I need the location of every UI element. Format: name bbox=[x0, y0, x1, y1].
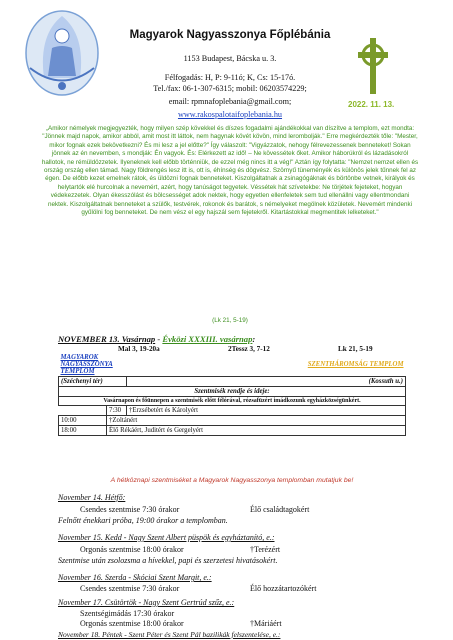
place-left: (Széchenyi tér) bbox=[59, 377, 127, 387]
bulletin-date: 2022. 11. 13. bbox=[348, 100, 395, 109]
parish-address: 1153 Budapest, Bácska u. 3. bbox=[183, 54, 277, 63]
rosary-note: Vasárnapon és főünnepen a szentmisék előtt félórával, rózsafüzért imádkozunk egyházközségünkért. bbox=[59, 397, 406, 406]
gospel-quote: „Amikor némelyek megjegyezték, hogy milyen szép kövekkel és díszes fogadalmi ajándékokkal van díszítve a templom, ezt mondta: "Jönnek majd napok, amikor abból, amit most itt láttok, nem hagynak kövét kövön, mind lerombolják." Erre megkérdezték tőle: "Mester, mikor fognak ezek bekövetkezni? És mi lesz a jel előtte?" Így válaszolt: "Vigyázzatok, nehogy félrevezessenek benneteket! Sokan jönnek az én nevemben, s mondják: Én vagyok. És: Elérkezett az idő! – Ne kövessétek őket. Amikor háborúkról és lázadásokról hallotok, ne rémüldözzetek. Ilyeneknek kell előbb történniük, de ezzel még nincs itt a vég!" Aztán így folytatta: "Nemzet nemzet ellen és ország ország ellen támad. Nagy földrengés lesz itt is, ott is, éhínség és dögvész. Szörnyű tüneményék és különös jelek tűnnek fel az égen. De előbb kezet emelnek rátok, és üldözni fognak benneteket. Kiszolgáltatnak a zsinagógáknak és börtönbe vetnek, királyok és helytartók elé hurcolnak a nevemért, azért, hogy tanúságot tegyetek. Véssétek hát szívetekbe: Ne törjétek fejeteket, hogyan védekezzetek. Olyan ékesszólást és bölcsességet adok nektek, hogy egyetlen ellenfeletek sem tud ellenállni vagy ellentmondani nektek. Kiszolgáltatnak benneteket a szülők, testvérek, rokonok és barátok, s némelyeket megölnek közületek. Nevemért mindenki gyűlölni fog benneteket. De nem vész el egy hajszál sem fejetekről. Kitartástokkal megmentitek lelketeket." bbox=[41, 125, 419, 217]
sunday-colon: : bbox=[252, 334, 256, 344]
mass-schedule-table bbox=[58, 353, 406, 436]
phone-numbers: Tel./fax: 06-1-307-6315; mobil: 06203574229; bbox=[153, 84, 307, 93]
email-address: email: rpmnafoplebania@gmail.com; bbox=[168, 97, 292, 106]
mass-intention: Élő Rékáért, Juditért és Gergelyért bbox=[107, 426, 406, 436]
sunday-heading bbox=[58, 334, 255, 344]
day-note: Felnőtt énekkari próba, 19:00 órakor a templomban. bbox=[58, 516, 228, 525]
table-row bbox=[59, 426, 406, 436]
table-row bbox=[59, 406, 406, 416]
parish-title: Magyarok Nagyasszonya Főplébánia bbox=[129, 29, 331, 41]
mass-intention: †Erzsébetért és Károlyért bbox=[127, 406, 406, 416]
sunday-feast: Évközi XXXIII. vasárnap bbox=[162, 334, 253, 344]
mass-time: 10:00 bbox=[59, 416, 107, 426]
reading-2: 2Tessz 3, 7-12 bbox=[228, 345, 270, 353]
virgin-mary-logo-icon bbox=[22, 8, 102, 98]
office-hours: Félfogadás: H, P: 9-11ó; K, Cs: 15-17ó. bbox=[164, 73, 296, 82]
day-title: November 17. Csütörtök - Nagy Szent Gertrúd szűz, e.: bbox=[58, 598, 235, 607]
celtic-cross-icon bbox=[355, 36, 391, 96]
church-left: MAGYAROK NAGYASSZONYA TEMPLOM bbox=[60, 354, 113, 375]
mass-time: 18:00 bbox=[59, 426, 107, 436]
sunday-date: NOVEMBER 13. Vasárnap bbox=[58, 334, 156, 344]
weekday-mass-note: A hétköznapi szentmiséket a Magyarok Nagyasszonya templomban mutatjuk be! bbox=[110, 477, 354, 484]
reading-1: Mal 3, 19-20a bbox=[118, 345, 160, 353]
gospel-reference: (Lk 21, 5-19) bbox=[212, 317, 248, 324]
day-title: November 18. Péntek - Szent Péter és Szent Pál bazilikák felszentelése, e.: bbox=[58, 630, 281, 639]
day-title: November 14. Hétfő: bbox=[58, 493, 126, 502]
church-right: SZENTHÁROMSÁG TEMPLOM bbox=[307, 361, 404, 368]
schedule-heading: Szentmisék rendje és ideje: bbox=[59, 387, 406, 397]
sunday-separator: - bbox=[155, 334, 163, 344]
day-title: November 16. Szerda - Skóciai Szent Margit, e.: bbox=[58, 573, 212, 582]
day-title: November 15. Kedd - Nagy Szent Albert püspök és egyháztanító, e.: bbox=[58, 533, 275, 542]
mass-intention: †Zoltánért bbox=[107, 416, 406, 426]
reading-3: Lk 21, 5-19 bbox=[338, 345, 373, 353]
place-right: (Kossuth u.) bbox=[127, 377, 406, 387]
website-link[interactable]: www.rakospalotaifoplebania.hu bbox=[177, 110, 283, 119]
table-row bbox=[59, 416, 406, 426]
day-note: Szentmise után zsolozsma a hívekkel, papi és szerzetesi hivatásokért. bbox=[58, 556, 278, 565]
mass-time: 7:30 bbox=[107, 406, 127, 416]
